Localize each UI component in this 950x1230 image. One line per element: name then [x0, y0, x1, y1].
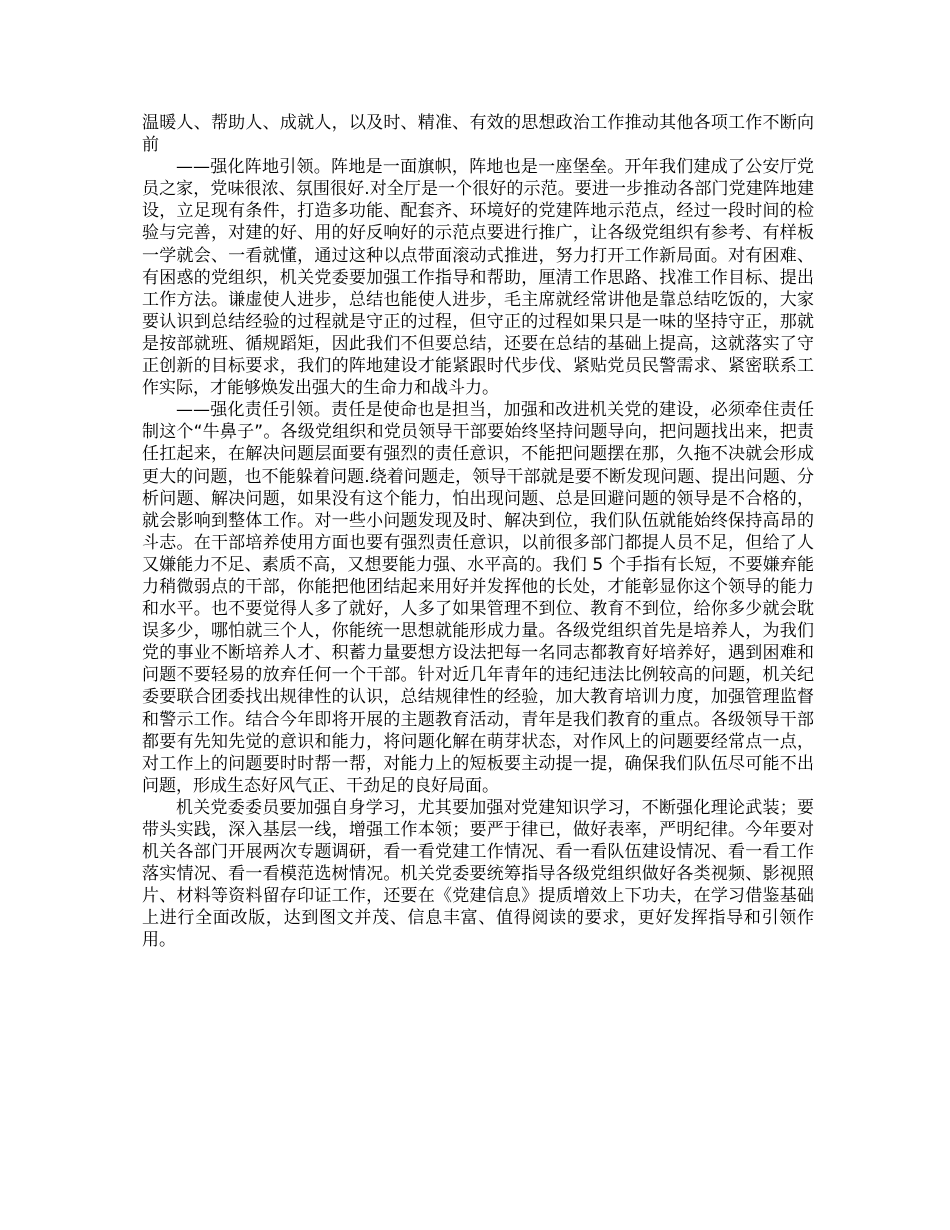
paragraph-continuation: 温暖人、帮助人、成就人，以及时、精准、有效的思想政治工作推动其他各项工作不断向前 [142, 113, 814, 156]
document-body [142, 112, 814, 952]
paragraph-responsibility-leadership: ——强化责任引领。责任是使命也是担当，加强和改进机关党的建设，必须牵住责任制这个“牛鼻子”。各级党组织和党员领导干部要始终坚持问题导向，把问题找出来，把责任扛起来，在解决问题层面要有强烈的责任意识，不能把问题摆在那，久拖不决就会形成更大的问题，也不能躲着问题.绕着问题走，领导干部就是要不断发现问题、提出问题、分析问题、解决问题，如果没有这个能力，怕出现问题、总是回避问题的领导是不合格的，就会影响到整体工作。对一些小问题发现及时、解决到位，我们队伍就能始终保持高昂的斗志。在干部培养使用方面也要有强烈责任意识，以前很多部门都提人员不足，但给了人又嫌能力不足、素质不高，又想要能力强、水平高的。我们 5 个手指有长短，不要嫌弃能力稍微弱点的干部，你能把他团结起来用好并发挥他的长处，才能彰显你这个领导的能力和水平。也不要觉得人多了就好，人多了如果管理不到位、教育不到位，给你多少就会耽误多少，哪怕就三个人，你能统一思想就能形成力量。各级党组织首先是培养人，为我们党的事业不断培养人才、积蓄力量要想方设法把每一名同志都教育好培养好，遇到困难和问题不要轻易的放弃任何一个干部。针对近几年青年的违纪违法比例较高的问题，机关纪委要联合团委找出规律性的认识，总结规律性的经验，加大教育培训力度，加强管理监督和警示工作。结合今年即将开展的主题教育活动，青年是我们教育的重点。各级领导干部都要有先知先觉的意识和能力，将问题化解在萌芽状态，对作风上的问题要经常点一点，对工作上的问题要时时帮一帮，对能力上的短板要主动提一提，确保我们队伍尽可能不出问题，形成生态好风气正、干劲足的良好局面。 [142, 400, 814, 796]
paragraph-position-leadership: ——强化阵地引领。阵地是一面旗帜，阵地也是一座堡垒。开年我们建成了公安厅党员之家，党味很浓、氛围很好.对全厅是一个很好的示范。要进一步推动各部门党建阵地建设，立足现有条件，打造多功能、配套齐、环境好的党建阵地示范点，经过一段时间的检验与完善，对建的好、用的好反响好的示范点要进行推广，让各级党组织有参考、有样板一学就会、一看就懂，通过这种以点带面滚动式推进，努力打开工作新局面。对有困难、有困惑的党组织，机关党委要加强工作指导和帮助，厘清工作思路、找准工作目标、提出工作方法。谦虚使人进步，总结也能使人进步，毛主席就经常讲他是靠总结吃饭的，大家要认识到总结经验的过程就是守正的过程，但守正的过程如果只是一味的坚持守正，那就是按部就班、循规蹈矩，因此我们不但要总结，还要在总结的基础上提高，这就落实了守正创新的目标要求，我们的阵地建设才能紧跟时代步伐、紧贴党员民警需求、紧密联系工作实际，才能够焕发出强大的生命力和战斗力。 [142, 157, 814, 399]
paragraph-committee-members: 机关党委委员要加强自身学习，尤其要加强对党建知识学习，不断强化理论武装；要带头实践，深入基层一线，增强工作本领；要严于律已，做好表率，严明纪律。今年要对机关各部门开展两次专题调研，看一看党建工作情况、看一看队伍建设情况、看一看工作落实情况、看一看模范选树情况。机关党委要统筹指导各级党组织做好各类视频、影视照片、材料等资料留存印证工作，还要在《党建信息》提质增效上下功夫，在学习借鉴基础上进行全面改版，达到图文并茂、信息丰富、值得阅读的要求，更好发挥指导和引领作用。 [142, 797, 814, 951]
